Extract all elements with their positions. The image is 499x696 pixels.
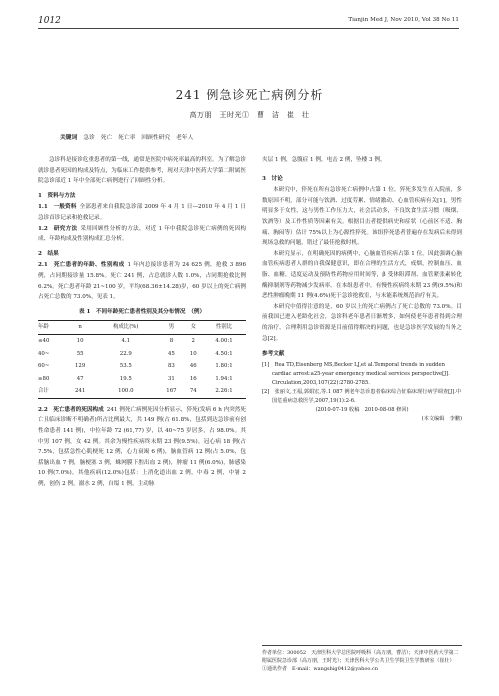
article-authors: 高万朋 王时光① 曹 洁 崔 壮	[189, 111, 310, 119]
intro-paragraph: 急诊科是接诊危重患者的第一线，通常是医院中病死率最高的科室。为了解急诊就诊患者死因的构成及特点，为临床工作提供参考，现对天津中医药大学第二附属医院急诊部近 1 年中全部死亡病例进行了回顾性分析。	[38, 157, 246, 185]
table-cell: 55	[76, 350, 84, 357]
table-cell: 8	[169, 337, 174, 344]
table-cell: 129	[75, 363, 86, 370]
subsection-label: 2.2 死亡患者的死因构成	[38, 406, 104, 413]
references-heading: 参考文献	[262, 351, 285, 358]
received-dates: (2010-07-19 收稿 2010-08-08 修回)	[315, 407, 409, 414]
table-header-cell: 男	[158, 321, 184, 335]
right-column	[262, 155, 462, 424]
table-cell: ≥80	[38, 375, 50, 382]
keywords-line	[60, 132, 193, 141]
table-cell: 4.1	[121, 337, 131, 344]
continued-text: 夹层 1 例，急腹症 1 例，电击 2 例，坠楼 3 例。	[262, 157, 386, 163]
subsection-label: 1.1 一般资料	[38, 204, 77, 211]
table-cell: 合计	[38, 385, 67, 398]
affiliation-text: 作者单位：300052 天津医科大学总医院呼吸科（高万朋，曹洁）；天津中医药大学第二附属医院急诊部（高万朋，王时光）；天津医科大学公共卫生学院卫生学教研室（崔壮）	[262, 650, 459, 664]
table-header-cell: 构成比(%)	[93, 321, 158, 335]
table-row	[38, 348, 246, 361]
table-cell: 167	[158, 385, 184, 398]
references	[262, 350, 462, 424]
table-cell: ≤40	[38, 337, 50, 344]
table-header-cell: 性别比	[202, 321, 246, 335]
corresponding-author: ①通讯作者 E-mail：wangshig0412@yahoo.cn	[262, 666, 378, 672]
subsection-label: 2.1 死亡患者的年龄、性别构成	[38, 262, 125, 269]
discussion-paragraph: 本研究中值得注意的是，60 岁以上的死亡病例占了死亡总数的 73.0%。目前我国已进入老龄化社会，急诊科老年患者日渐增多，如何使老年患者得到合理的治疗，合理利用急诊资源是目前值得解决的问题，也是急诊医学发展的当务之急[2]。	[262, 303, 462, 342]
table-cell: 47	[76, 375, 84, 382]
table-row	[38, 373, 246, 386]
table-cell: 19.5	[119, 375, 132, 382]
subsection-age-sex	[38, 260, 246, 302]
table-cell: 83	[167, 363, 175, 370]
table-cell: 45	[167, 350, 175, 357]
table-cell: 100.0	[93, 385, 158, 398]
table-header-row	[38, 321, 246, 335]
table-caption: 表 1 不同年龄死亡患者性别及其分布情况 （例）	[78, 308, 206, 315]
subsection-text: 采用回顾性分析的方法，对近 1 年中我院急诊死亡病例的死因构成、年龄构成及性别构成汇总分析。	[38, 225, 247, 243]
table-cell: 16	[189, 375, 197, 382]
editor-note: (本文编辑 李鹏)	[421, 416, 462, 423]
journal-citation: Tianjin Med J, Nov 2010, Vol 38 No 11	[348, 17, 459, 23]
table-row-total	[38, 385, 246, 398]
table-cell: 22.9	[119, 350, 132, 357]
header-rule	[38, 28, 459, 29]
table-cell: 40~	[38, 350, 50, 357]
reference-item: [1] Rea TD,Eisenberg MS,Becker LJ,et al.Temporal trends in sudden cardiac arrest:a25-year emergency medical services perspective[J]. Circulation,2003,107(22):2780-2785.	[262, 362, 450, 387]
table-cell: 46	[189, 363, 197, 370]
table-cell: 4.50:1	[215, 350, 233, 357]
table-cell: 2.26:1	[202, 385, 246, 398]
section-heading-results: 2 结果	[38, 250, 59, 257]
table-cell: 74	[185, 385, 202, 398]
table-cell: 1.94:1	[215, 375, 233, 382]
table-cell: 10	[76, 337, 84, 344]
table-cell: 10	[189, 350, 197, 357]
table-cell: 1.80:1	[215, 363, 233, 370]
table-cell: 53.5	[119, 363, 132, 370]
table-row	[38, 334, 246, 347]
table-cell: 4.00:1	[215, 337, 233, 344]
reference-item: [2] 张丽文,王福,郭娟宏,等.1 087 例老年急诊患者临床综合征临床现行病学调查[J].中国危重病急救医学,2007,19(1):2-6.	[262, 389, 462, 405]
table-row	[38, 360, 246, 373]
subsection-text: 1 年内总接诊患者为 24 625 例，抢救 3 896 例，占同期接诊量 15.8%。死亡 241 例，占总就诊人数 1.0%，占同期抢救比例 6.2%。死亡患者年龄 21~100 岁，平均(68.36±14.28)岁，60 岁以上的死亡病例占死亡总数的 73.0%，见表 1。	[38, 262, 247, 301]
table-header-cell: 女	[185, 321, 202, 335]
author-affiliations	[262, 645, 462, 673]
discussion-paragraph: 本研究显示，在明确死因的病例中，心脑血管疾病占第 1 位。因此强调心脑血管疾病患者人群的自我保健意识，即在合理的生活方式，戒烟，控制血压、血脂、血糖，适度运动及预防性药物应用时间等，β 受体阻滞剂、血管紧张素转化酶抑制剂等药物减少发病率。在本组患者中，有慢性疾病终末期 23 例(9.5%)和恶性肿瘤晚期 11 例(4.6%)死于急诊抢救室，与未能系统规范治疗有关。	[262, 250, 462, 300]
table-cell: 2	[191, 337, 195, 344]
subsection-method	[38, 224, 246, 245]
subsection-text: 全部患者来自我院急诊部 2009 年 4 月 1 日—2010 年 4 月 1 日急诊首诊记录和抢救记录。	[38, 204, 246, 221]
keywords-label: 关键词	[60, 135, 78, 141]
table-cell: 31	[167, 375, 175, 382]
page-number: 1012	[38, 16, 61, 26]
article-title: 241 例急诊死亡病例分析	[175, 88, 324, 102]
table-cell: 241	[67, 385, 93, 398]
section-heading-methods: 1 资料与方法	[38, 192, 76, 199]
subsection-label: 1.2 研究方法	[38, 225, 78, 232]
keywords-text: 急诊 死亡 死亡率 回顾性研究 老年人	[83, 135, 194, 141]
subsection-general-data	[38, 202, 246, 223]
subsection-text: 241 例死亡病例死因分析显示，猝死(发病 6 h 内突然死亡且临床诊断不明确者)所占比例最大，共 149 例(占 61.8%，包括到达急诊前有创性命患者 141 例)，中位年龄 72 (61,77) 岁，以 40~75 岁居多，占 98.0%。其中男 107 例，女 42 例。其余为慢性疾病终末期 23 例(9.5%)，冠心病 18 例(占 7.5%，包括急性心肌梗死 12 例，心力衰竭 6 例)，脑血管病 12 例(占 5.0%，包括脑出血 7 例，脑梗塞 3 例，蛛网膜下腔出血 2 例)，肿瘤 11 例(6.0%)，肺感染 10 例(7.0%)，其他疾病(12.0%)包括：上消化道出血 2 例，中毒 2 例，中暑 2 例，创伤 2 例，溺水 2 例，自缢 1 例，主动脉	[38, 406, 247, 488]
section-heading-discussion: 3 讨论	[262, 175, 283, 182]
table-header-cell: n	[67, 321, 93, 335]
left-column	[38, 155, 246, 490]
discussion-paragraph: 本研究中，猝死在所有急诊死亡病例中占第 1 位。猝死多发生在入院前，多数原因不明，部分可能与饮酒、过度劳累、情绪激动、心血管疾病有关[1]，男性明显多于女性，这与男性工作压力大，社会活动多，不良饮食生活习惯（吸烟、饮酒等）及工作性质等因素有关。根据目击者提供病史和症状（心前区不适、胸痛、胸闷等）估计 75%以上为心源性猝死。该组猝死患者普遍存在发病后未得到现场急救的问题，错过了最佳抢救时机。	[262, 187, 462, 247]
table-cell: 60~	[38, 363, 50, 370]
subsection-causes	[38, 405, 246, 490]
data-table	[38, 307, 246, 399]
table-header-cell: 年龄	[38, 321, 67, 335]
